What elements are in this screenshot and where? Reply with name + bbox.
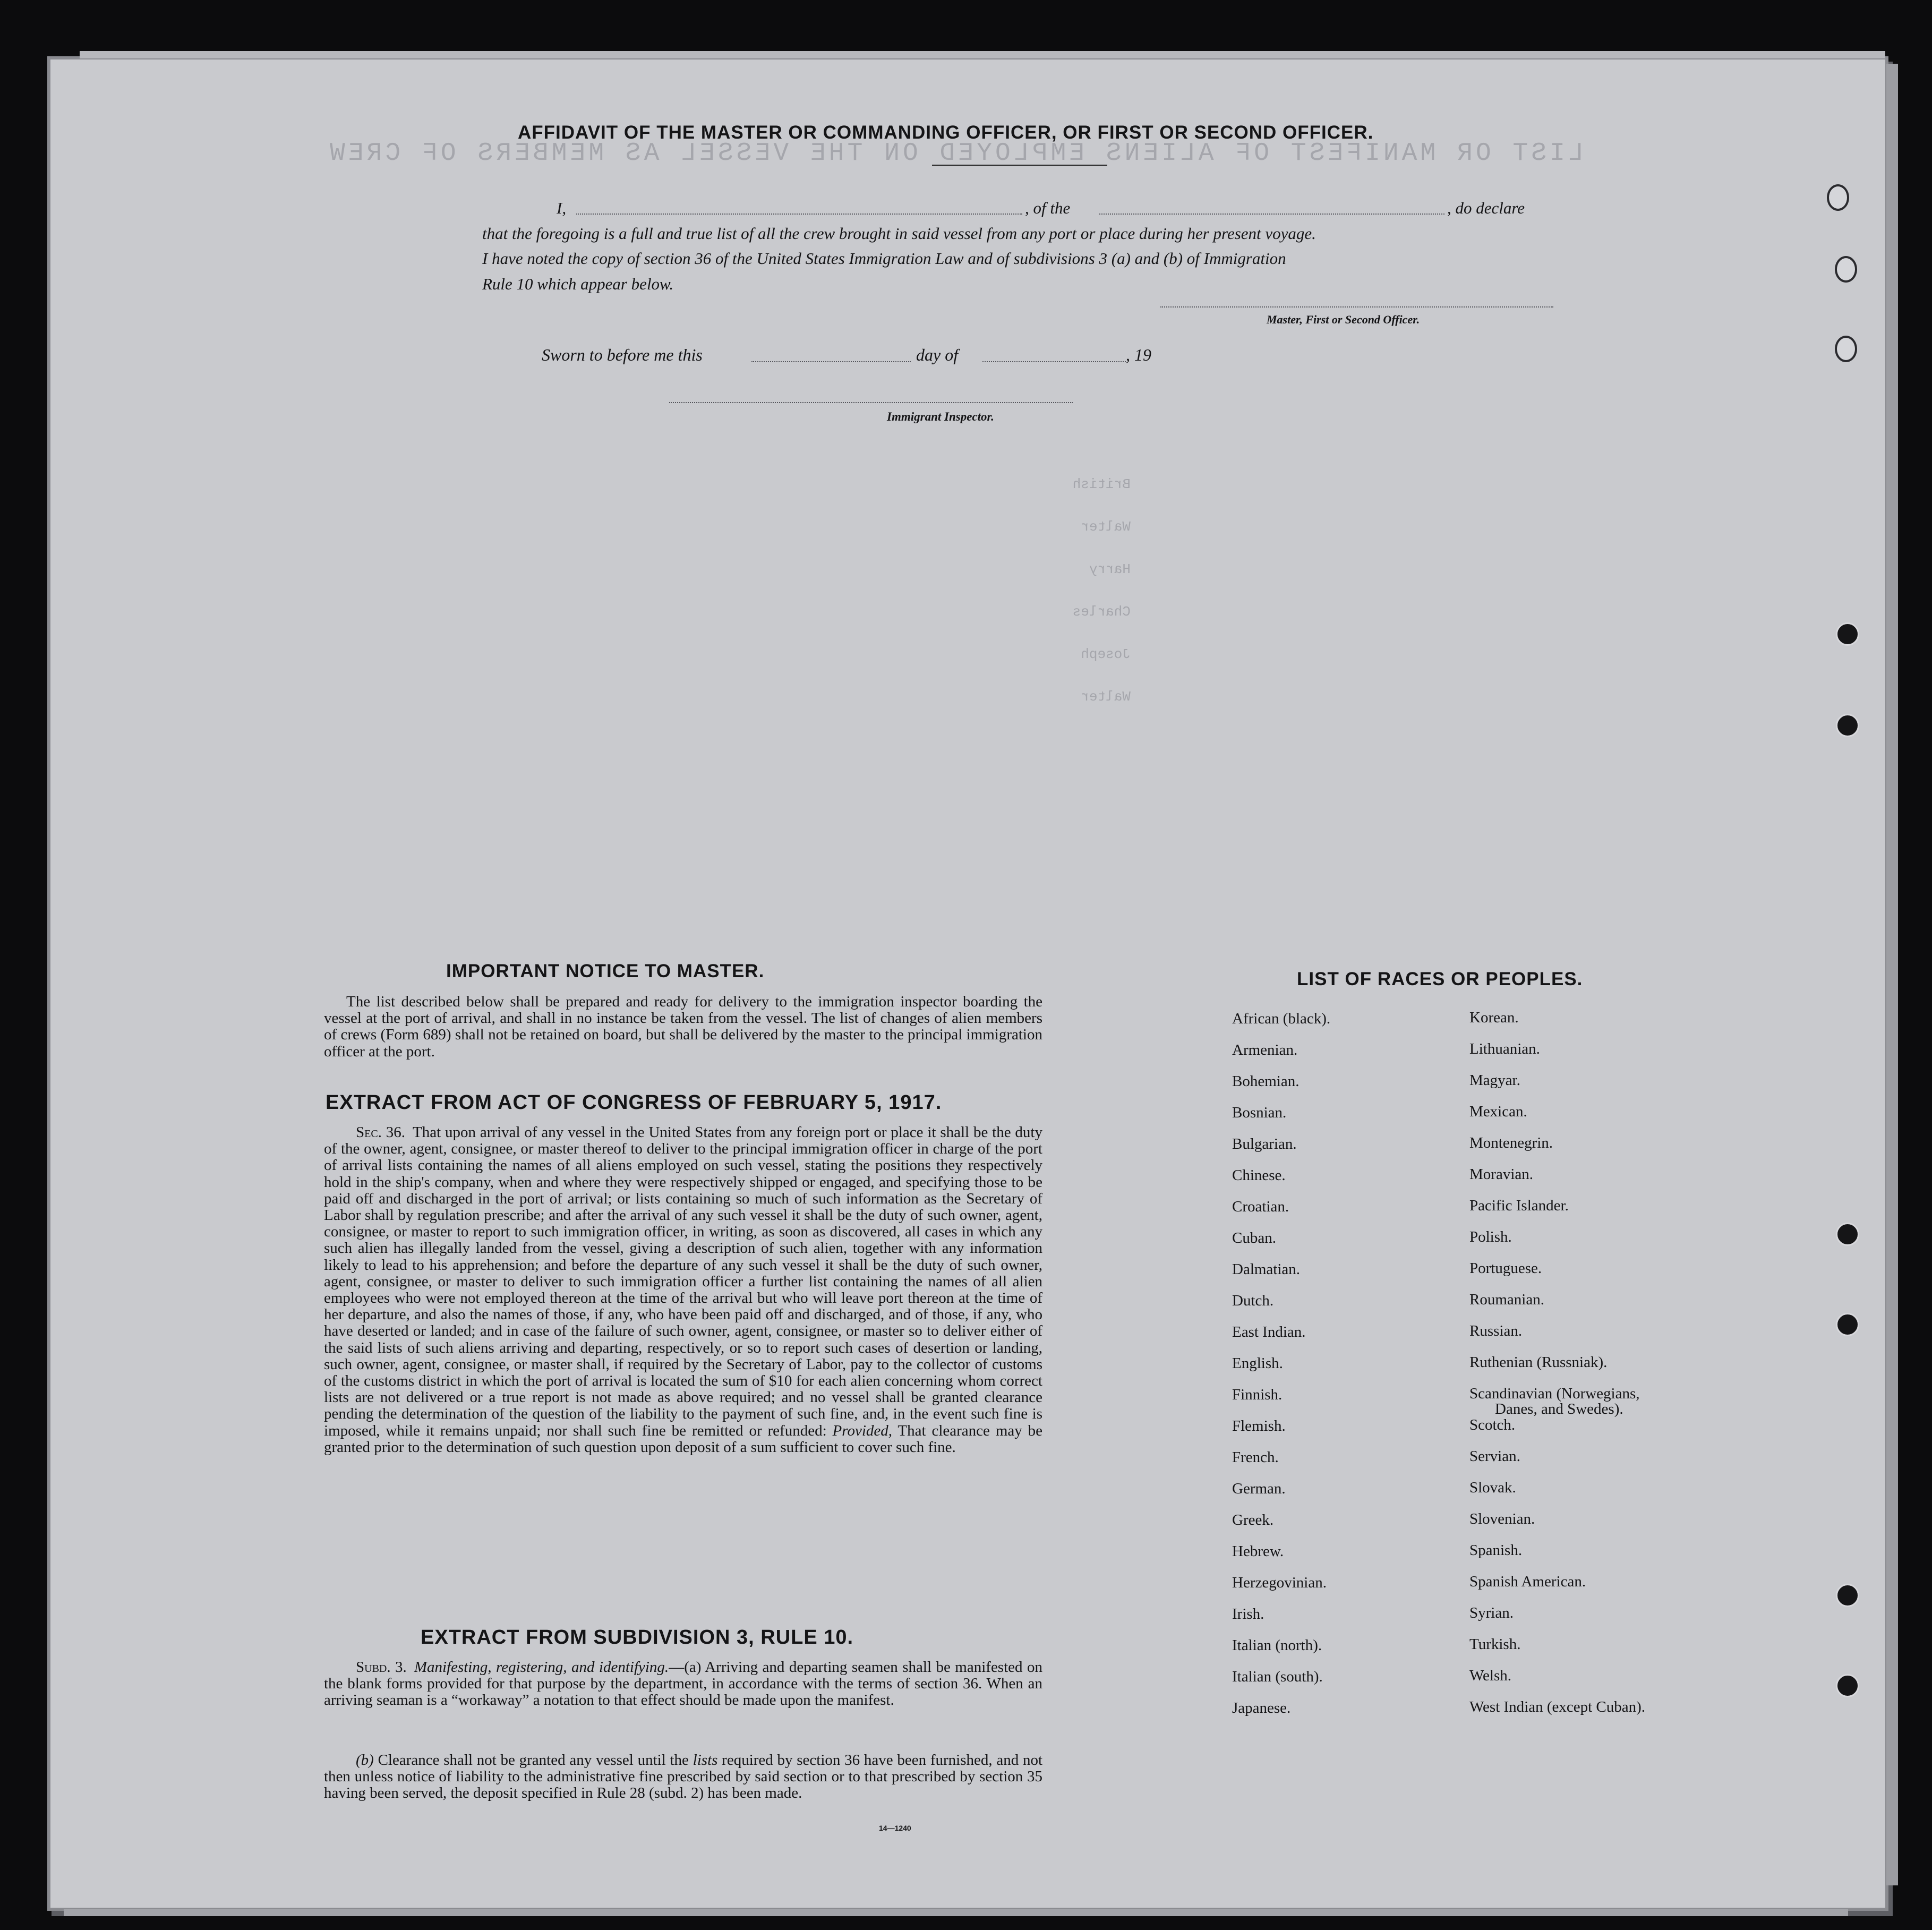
inspector-signature-field[interactable] bbox=[669, 402, 1073, 403]
race-item: Ruthenian (Russniak). bbox=[1469, 1354, 1608, 1371]
affidavit-do-declare: , do declare bbox=[1447, 199, 1525, 217]
race-item: Scandinavian (Norwegians, bbox=[1469, 1385, 1640, 1402]
race-item: Finnish. bbox=[1232, 1386, 1283, 1403]
affidavit-i: I, bbox=[557, 199, 567, 217]
race-item: Servian. bbox=[1469, 1448, 1520, 1465]
punch-hole-icon bbox=[1836, 1674, 1859, 1697]
act-title: EXTRACT FROM ACT OF CONGRESS OF FEBRUARY 5, 1917. bbox=[326, 1091, 942, 1114]
bleed-through-rows: British Walter Harry Charles Joseph Walter bbox=[252, 476, 1131, 705]
document-page bbox=[50, 59, 1885, 1908]
act-text bbox=[324, 1124, 1042, 1456]
master-signature-label: Master, First or Second Officer. bbox=[1267, 313, 1420, 326]
affidavit-title: AFFIDAVIT OF THE MASTER OR COMMANDING OFFICER, OR FIRST OR SECOND OFFICER. bbox=[518, 122, 1374, 143]
declarant-name-field[interactable] bbox=[576, 214, 1022, 215]
race-item: Russian. bbox=[1469, 1322, 1523, 1339]
race-item: Chinese. bbox=[1232, 1167, 1286, 1184]
race-item: Spanish. bbox=[1469, 1542, 1523, 1559]
rule-subd-label: Subd. 3. bbox=[356, 1659, 407, 1676]
race-item: Magyar. bbox=[1469, 1072, 1520, 1089]
affidavit-line4: Rule 10 which appear below. bbox=[482, 275, 674, 293]
affidavit-line2: that the foregoing is a full and true list of all the crew brought in said vessel from any port or place during her present voyage. bbox=[482, 224, 1316, 243]
race-item: Italian (north). bbox=[1232, 1637, 1322, 1654]
rule-b-body-1: Clearance shall not be granted any vessel until the bbox=[378, 1752, 689, 1769]
race-item: Dutch. bbox=[1232, 1292, 1274, 1309]
rule-b-body-2: required by section 36 have been furnished, and not then unless notice of liability to the administrative fine prescribed by said section or to that prescribed by section 35 having been served, the deposit specified in Rule 28 (subd. 2) has been made. bbox=[324, 1752, 1043, 1802]
race-item: German. bbox=[1232, 1480, 1286, 1497]
act-section-body: That upon arrival of any vessel in the United States from any foreign port or place it shall be the duty of the owner, agent, consignee, or master thereof to deliver to the principal immigration officer in charge of the port of arrival lists containing the names of all aliens employed on such vessel, stating the positions they respectively hold in the ship's company, when and where they were respectively shipped or engaged, and specifying those to be paid off and discharged in the port of arrival; or lists containing so much of such information as the Secretary of Labor shall by regulation prescribe; and after the arrival of any such vessel it shall be the duty of such owner, agent, consignee, or master to report to such immigration officer, in writing, as soon as discovered, all cases in which any such alien has illegally landed from the vessel, giving a description of such alien, together with any information likely to lead to his apprehension; and before the departure of any such vessel it shall be the duty of such owner, agent, consignee, or master to deliver to such immigration officer a further list containing the names of all alien employees who were not employed thereon at the time of the arrival but who will leave port thereon at the time of her departure, and also the names of those, if any, who have been paid off and discharged, and of those, if any, who have deserted or landed; and in case of the failure of such owner, agent, consignee, or master so to deliver either of the said lists of such aliens arriving and departing, respectively, or so to report such cases of desertion or landing, such owner, agent, consignee, or master shall, if required by the Secretary of Labor, pay to the collector of customs of the customs district in which the port of arrival is located the sum of $10 for each alien concerning whom correct lists are not delivered or a true report is not made as above required; and no vessel shall be granted clearance pending the determination of the question of the liability to the payment of such fine, and, in the event such fine is imposed, while it remains unpaid; nor shall such fine be remitted or refunded: bbox=[324, 1124, 1042, 1439]
race-item: Armenian. bbox=[1232, 1041, 1298, 1058]
rule-b-lists: lists bbox=[693, 1752, 718, 1769]
sworn-label: Sworn to before me this bbox=[542, 345, 703, 364]
punch-hole-icon bbox=[1836, 622, 1859, 646]
punch-hole-icon bbox=[1836, 714, 1859, 737]
races-left-column bbox=[1232, 1010, 1330, 1731]
sworn-year-prefix: , 19 bbox=[1126, 345, 1151, 364]
punch-hole-icon bbox=[1836, 1584, 1859, 1607]
punch-hole-icon bbox=[1836, 1313, 1859, 1336]
rule-title: EXTRACT FROM SUBDIVISION 3, RULE 10. bbox=[421, 1626, 854, 1649]
races-title: LIST OF RACES OR PEOPLES. bbox=[1297, 969, 1583, 989]
title-underline bbox=[932, 165, 1107, 166]
page-edge-top bbox=[80, 51, 1885, 58]
race-item: Roumanian. bbox=[1469, 1291, 1544, 1308]
page-edge-right bbox=[1886, 64, 1898, 1885]
race-item: Dalmatian. bbox=[1232, 1261, 1301, 1278]
race-item: Scotch. bbox=[1469, 1416, 1516, 1433]
race-item: Slovak. bbox=[1469, 1479, 1516, 1496]
race-item: Irish. bbox=[1232, 1606, 1264, 1622]
race-item: Slovenian. bbox=[1469, 1510, 1535, 1527]
race-item: Portuguese. bbox=[1469, 1260, 1542, 1277]
race-item: Bohemian. bbox=[1232, 1073, 1300, 1090]
race-item: Flemish. bbox=[1232, 1417, 1286, 1434]
race-item: Italian (south). bbox=[1232, 1668, 1323, 1685]
rule-a-body: —(a) Arriving and departing seamen shall be manifested on the blank forms provided for that purpose by the department, in accordance with the terms of section 36. When an arriving seaman is a “workaway” a notation to that effect should be made upon the manifest. bbox=[324, 1659, 1042, 1709]
sworn-day-of: day of bbox=[916, 345, 959, 364]
race-item: Mexican. bbox=[1469, 1103, 1527, 1120]
affidavit-of-the: , of the bbox=[1025, 199, 1071, 217]
race-item: Hebrew. bbox=[1232, 1543, 1284, 1560]
form-number: 14—1240 bbox=[879, 1824, 911, 1832]
race-item: Moravian. bbox=[1469, 1166, 1533, 1183]
act-provided: Provided, bbox=[832, 1422, 893, 1439]
rule-b-label: (b) bbox=[356, 1752, 374, 1769]
race-item: West Indian (except Cuban). bbox=[1469, 1698, 1646, 1715]
race-item: Croatian. bbox=[1232, 1198, 1289, 1215]
notice-text: The list described below shall be prepared and ready for delivery to the immigration inspector boarding the vessel at the port of arrival, and shall in no instance be taken from the vessel. The list of changes of alien members of crews (Form 689) shall not be retained on board, but shall be delivered by the master to the principal immigration officer at the port. bbox=[324, 993, 1042, 1060]
rule-b-text bbox=[324, 1752, 1042, 1802]
race-item: Polish. bbox=[1469, 1228, 1512, 1245]
race-item: Japanese. bbox=[1232, 1700, 1291, 1716]
race-item: Cuban. bbox=[1232, 1229, 1276, 1246]
sworn-day-field[interactable] bbox=[751, 361, 911, 362]
race-item: East Indian. bbox=[1232, 1323, 1306, 1340]
master-signature-field[interactable] bbox=[1160, 306, 1553, 308]
race-item: Korean. bbox=[1469, 1009, 1519, 1026]
race-item: Herzegovinian. bbox=[1232, 1574, 1327, 1591]
punch-hole-icon bbox=[1836, 1223, 1859, 1246]
rule-subd-heading: Manifesting, registering, and identifying. bbox=[414, 1659, 669, 1676]
race-item: Greek. bbox=[1232, 1511, 1274, 1528]
race-item: Turkish. bbox=[1469, 1636, 1521, 1653]
inspector-signature-label: Immigrant Inspector. bbox=[887, 410, 994, 423]
race-item: African (black). bbox=[1232, 1010, 1331, 1027]
bleed-through-text: LIST OR MANIFEST OF ALIENS EMPLOYED ON THE VESSEL AS MEMBERS OF CREW bbox=[327, 139, 1584, 168]
punch-hole-icon bbox=[1827, 184, 1849, 211]
race-item: Bosnian. bbox=[1232, 1104, 1287, 1121]
act-section-label: Sec. 36. bbox=[356, 1124, 406, 1141]
sworn-month-field[interactable] bbox=[982, 361, 1126, 362]
punch-hole-icon bbox=[1835, 336, 1857, 362]
act-section-end: That clearance may be granted prior to the determination of such question upon deposit of a sum sufficient to cover such fine. bbox=[324, 1422, 1043, 1456]
page-edge-bottom bbox=[64, 1909, 1848, 1916]
races-right-column bbox=[1469, 1009, 1645, 1730]
race-item: English. bbox=[1232, 1355, 1283, 1372]
race-item: Pacific Islander. bbox=[1469, 1197, 1569, 1214]
vessel-name-field[interactable] bbox=[1099, 214, 1444, 215]
race-item: Montenegrin. bbox=[1469, 1134, 1553, 1151]
race-item: French. bbox=[1232, 1449, 1279, 1466]
race-item: Bulgarian. bbox=[1232, 1135, 1297, 1152]
race-item: Lithuanian. bbox=[1469, 1040, 1540, 1057]
affidavit-line3: I have noted the copy of section 36 of the United States Immigration Law and of subdivisions 3 (a) and (b) of Immigration bbox=[482, 249, 1286, 268]
notice-title: IMPORTANT NOTICE TO MASTER. bbox=[446, 961, 765, 981]
rule-a-text bbox=[324, 1659, 1042, 1709]
punch-hole-icon bbox=[1835, 256, 1857, 283]
race-item: Syrian. bbox=[1469, 1604, 1514, 1621]
race-item: Spanish American. bbox=[1469, 1573, 1586, 1590]
race-item: Welsh. bbox=[1469, 1667, 1512, 1684]
scandinavian-continuation: Danes, and Swedes). bbox=[1495, 1400, 1623, 1417]
